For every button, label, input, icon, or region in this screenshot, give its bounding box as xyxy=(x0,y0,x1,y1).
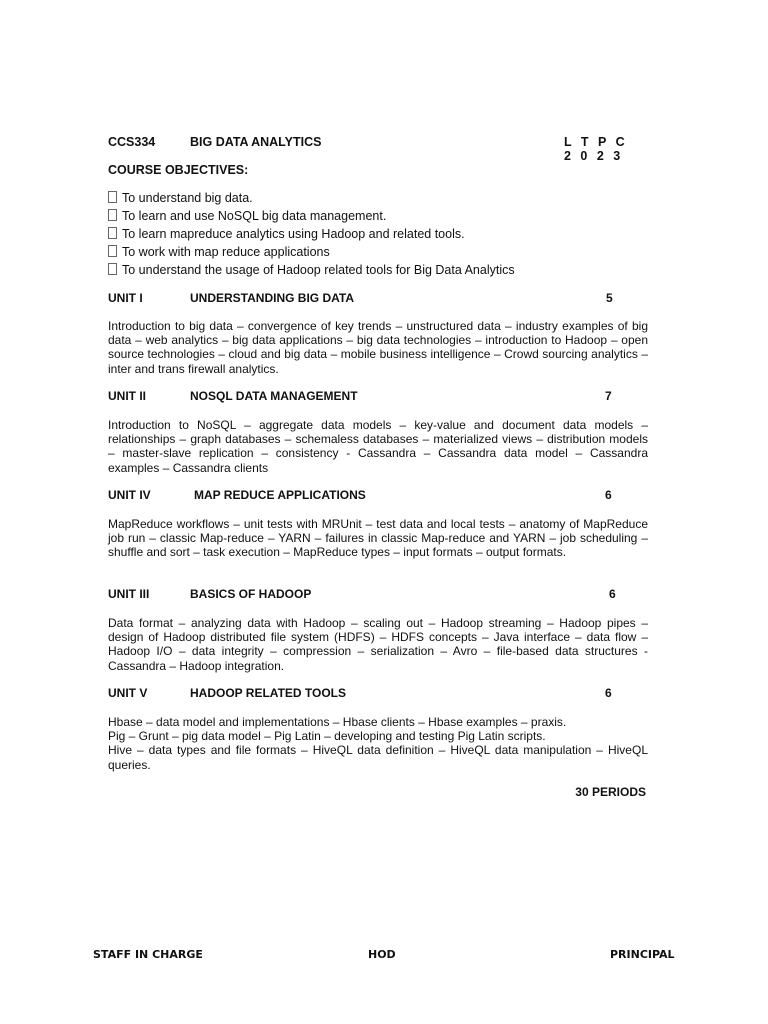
unit-paragraph: Hive – data types and file formats – HiveQL data definition – HiveQL data manipulation – HiveQL queries. xyxy=(108,743,648,772)
bullet-box-icon xyxy=(108,263,117,275)
ltpc-values: 2 0 2 3 xyxy=(564,149,624,163)
unit-hours: 6 xyxy=(609,587,616,601)
footer-staff-in-charge: STAFF IN CHARGE xyxy=(93,948,203,961)
unit-title: BASICS OF HADOOP xyxy=(190,587,312,601)
unit-4-heading xyxy=(108,488,648,504)
unit-3-content xyxy=(108,616,648,673)
footer-principal: PRINCIPAL xyxy=(610,948,675,961)
objectives-heading: COURSE OBJECTIVES: xyxy=(108,163,249,177)
unit-4-content xyxy=(108,517,648,560)
ltpc-label: L T P C xyxy=(564,135,628,149)
unit-hours: 5 xyxy=(606,291,613,305)
objective-text: To learn and use NoSQL big data management. xyxy=(122,209,387,223)
unit-paragraph: MapReduce workflows – unit tests with MRUnit – test data and local tests – anatomy of MapReduce job run – classic Map-reduce – YARN – failures in classic Map-reduce and YARN – job scheduling – shuffle and sort – task execution – MapReduce types – input formats – output formats. xyxy=(108,517,648,560)
unit-5-heading xyxy=(108,686,648,702)
objective-item xyxy=(108,207,668,225)
objectives-list xyxy=(108,189,668,279)
unit-title: NOSQL DATA MANAGEMENT xyxy=(190,389,358,403)
objective-item xyxy=(108,189,668,207)
bullet-box-icon xyxy=(108,191,117,203)
objective-item xyxy=(108,225,668,243)
unit-paragraph: Data format – analyzing data with Hadoop – scaling out – Hadoop streaming – Hadoop pipes – design of Hadoop distributed file system (HDFS) – HDFS concepts – Java interface – data flow – Hadoop I/O – data integrity – compression – serialization – Avro – file-based data structures - Cassandra – Hadoop integration. xyxy=(108,616,648,673)
unit-hours: 7 xyxy=(605,389,612,403)
unit-3-heading xyxy=(108,587,648,603)
unit-2-heading xyxy=(108,389,648,405)
objective-text: To understand big data. xyxy=(122,191,253,205)
objective-item xyxy=(108,243,668,261)
unit-hours: 6 xyxy=(605,488,612,502)
unit-number: UNIT IV xyxy=(108,488,151,502)
unit-hours: 6 xyxy=(605,686,612,700)
objective-text: To work with map reduce applications xyxy=(122,245,330,259)
unit-paragraph: Introduction to NoSQL – aggregate data models – key-value and document data models – relationships – graph databases – schemaless databases – materialized views – distribution models – master-slave replication – consistency - Cassandra – Cassandra data model – Cassandra examples – Cassandra clients xyxy=(108,418,648,475)
footer-hod: HOD xyxy=(368,948,396,961)
unit-title: UNDERSTANDING BIG DATA xyxy=(190,291,354,305)
unit-number: UNIT III xyxy=(108,587,150,601)
unit-number: UNIT I xyxy=(108,291,143,305)
bullet-box-icon xyxy=(108,227,117,239)
bullet-box-icon xyxy=(108,245,117,257)
total-periods: 30 PERIODS xyxy=(575,785,646,799)
unit-2-content xyxy=(108,418,648,475)
unit-number: UNIT V xyxy=(108,686,148,700)
unit-paragraph: Hbase – data model and implementations – Hbase clients – Hbase examples – praxis. xyxy=(108,715,567,729)
objective-text: To learn mapreduce analytics using Hadoop and related tools. xyxy=(122,227,465,241)
course-code: CCS334 xyxy=(108,135,156,149)
unit-1-heading xyxy=(108,291,648,307)
unit-title: MAP REDUCE APPLICATIONS xyxy=(194,488,366,502)
bullet-box-icon xyxy=(108,209,117,221)
course-title: BIG DATA ANALYTICS xyxy=(190,135,322,149)
objective-item xyxy=(108,261,668,279)
objective-text: To understand the usage of Hadoop related tools for Big Data Analytics xyxy=(122,263,515,277)
unit-1-content xyxy=(108,319,648,376)
unit-paragraph: Introduction to big data – convergence of key trends – unstructured data – industry examples of big data – web analytics – big data applications – big data technologies – introduction to Hadoop – open source technologies – cloud and big data – mobile business intelligence – Crowd sourcing analytics – inter and trans firewall analytics. xyxy=(108,319,648,376)
unit-paragraph: Pig – Grunt – pig data model – Pig Latin – developing and testing Pig Latin scripts. xyxy=(108,729,546,744)
unit-number: UNIT II xyxy=(108,389,146,403)
unit-title: HADOOP RELATED TOOLS xyxy=(190,686,347,700)
unit-5-content xyxy=(108,715,648,772)
